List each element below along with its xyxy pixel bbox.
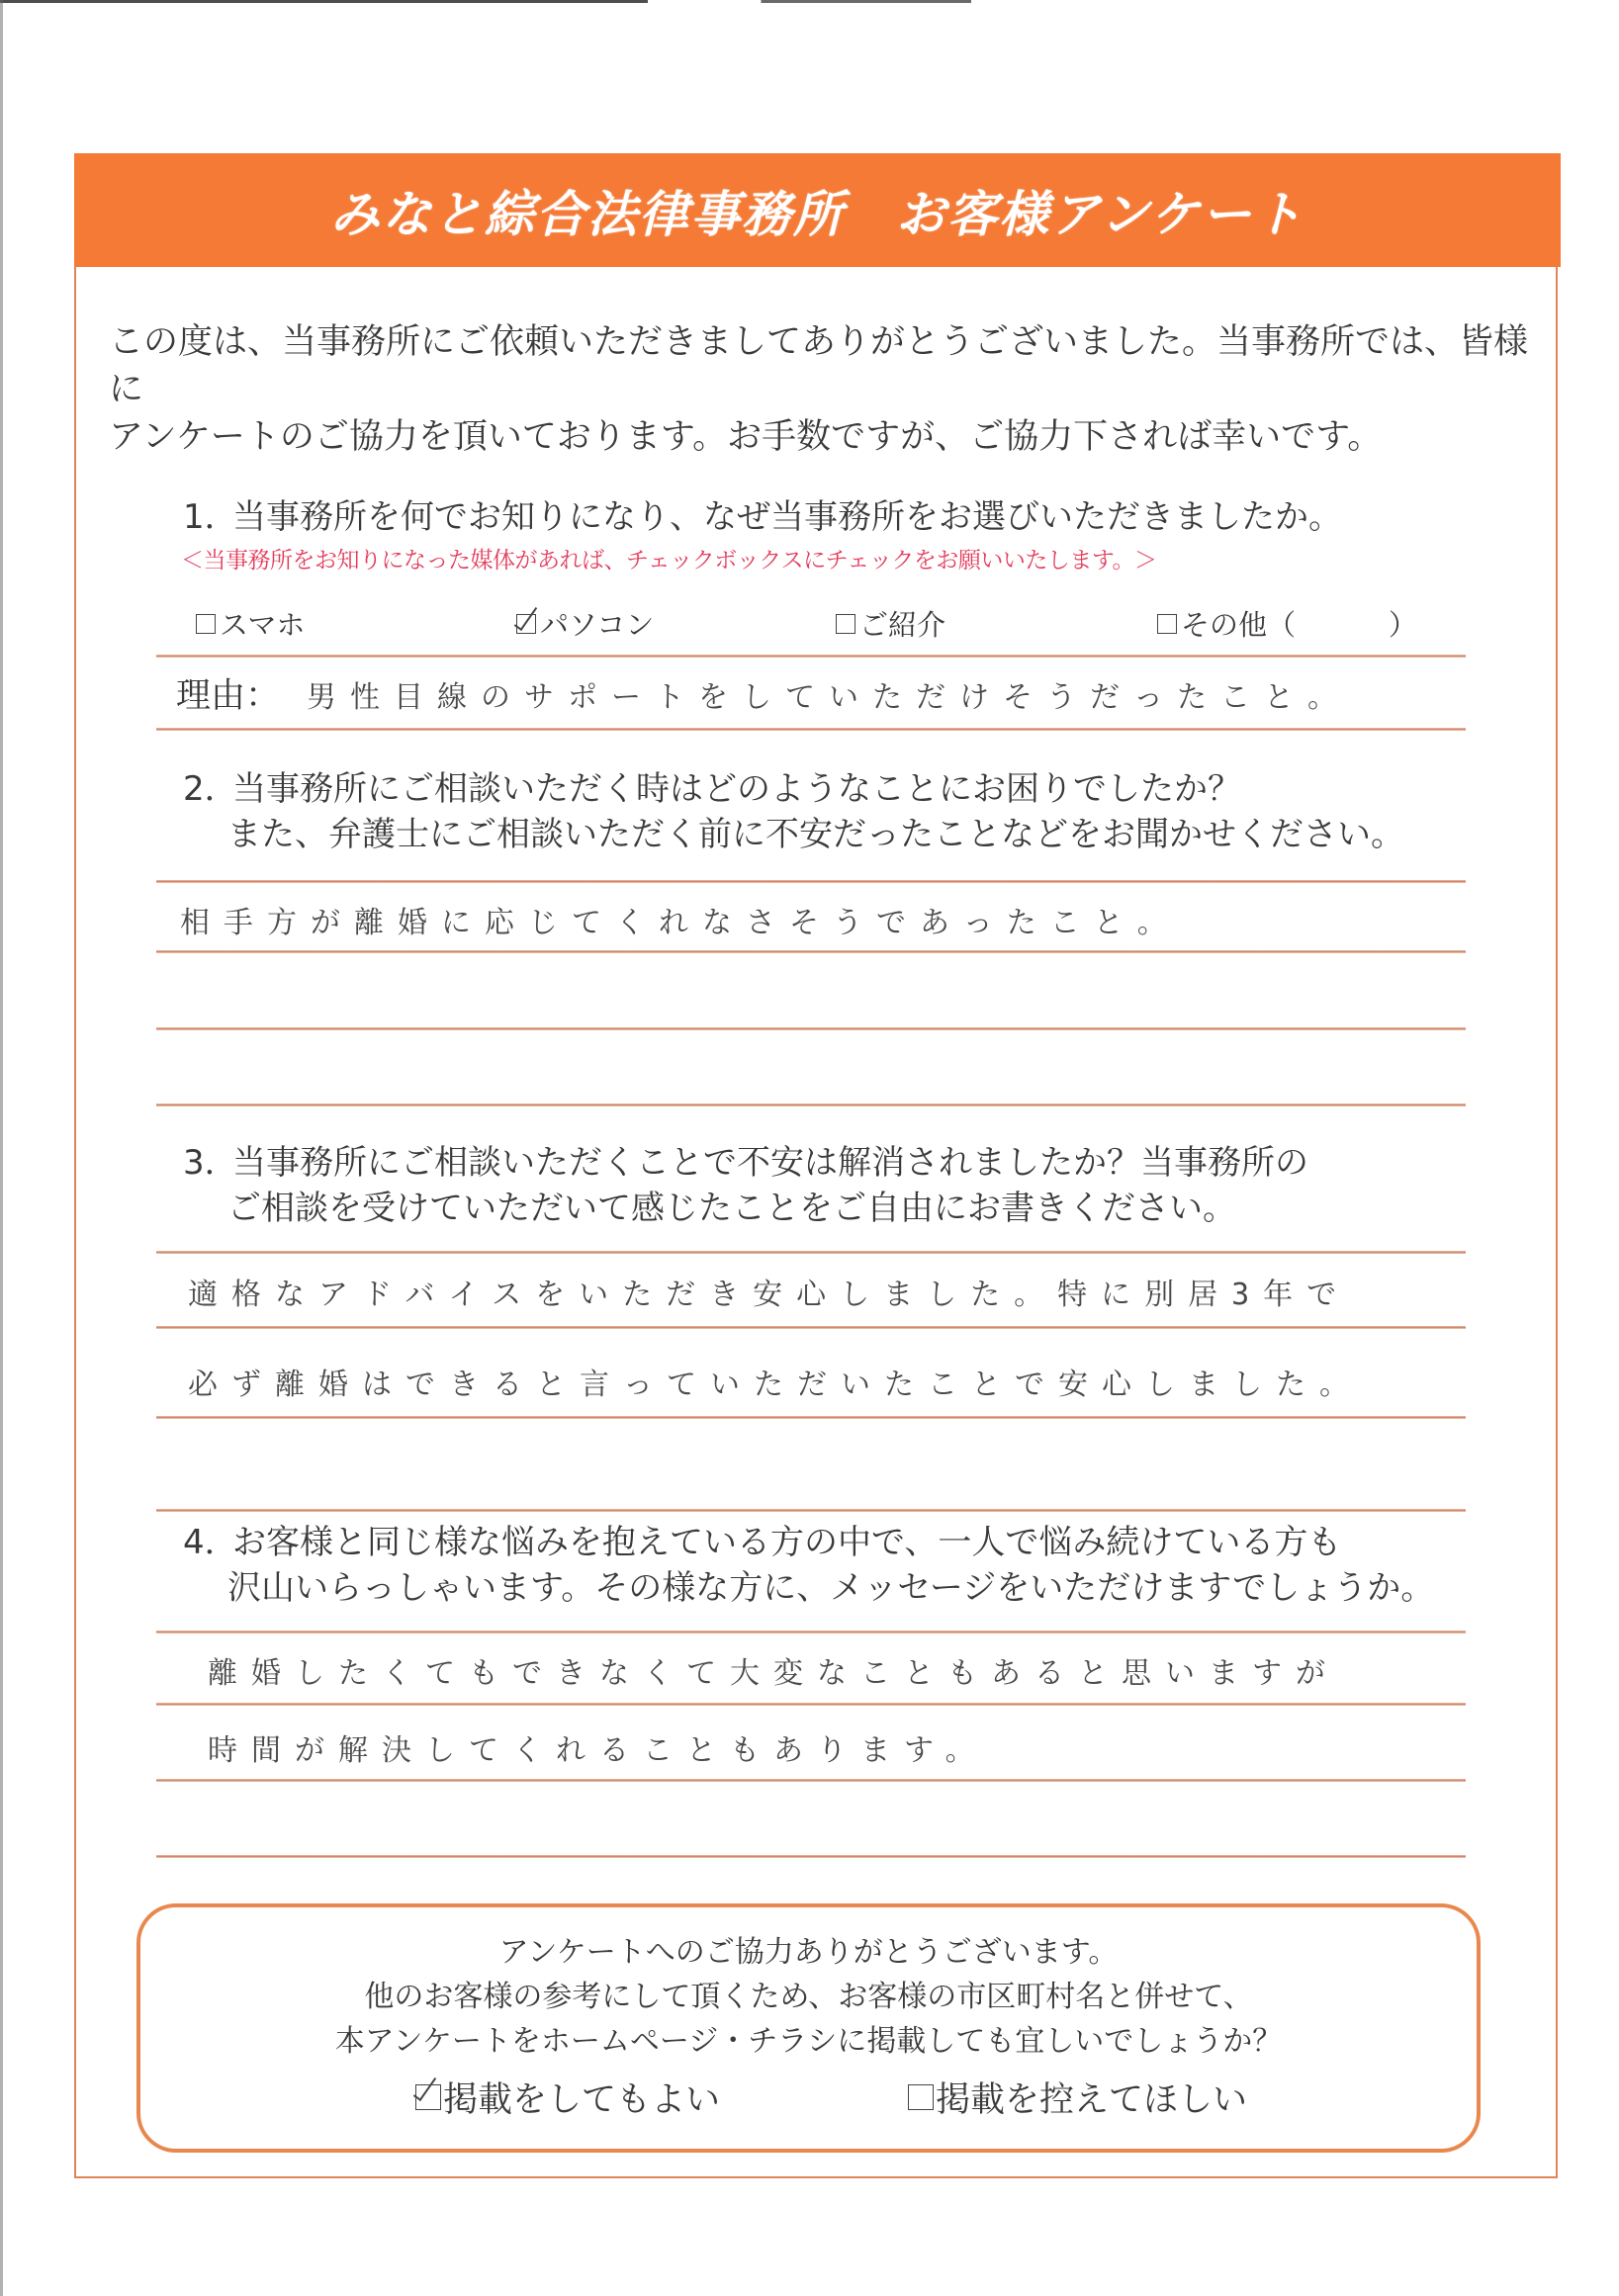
checkbox-decline-publication[interactable]: 掲載を控えてほしい bbox=[908, 2073, 1247, 2122]
question-3-answer-line-2[interactable]: 必ず離婚はできると言っていただいたことで安心しました。 bbox=[188, 1368, 1363, 1402]
question-3-number: 3． bbox=[183, 1143, 238, 1183]
checkbox-icon[interactable] bbox=[908, 2084, 934, 2110]
question-3-text-2: ご相談を受けていただいて感じたことをご自由にお書きください。 bbox=[227, 1189, 1236, 1228]
checkbox-checked-icon[interactable] bbox=[415, 2084, 441, 2110]
survey-title: みなと綜合法律事務所 お客様アンケート bbox=[330, 185, 1304, 243]
checkbox-icon[interactable] bbox=[196, 614, 216, 634]
question-4 bbox=[183, 1520, 1498, 1611]
question-2-text-1: 当事務所にご相談いただく時はどのようなことにお困りでしたか？ bbox=[232, 769, 1241, 809]
checkbox-icon[interactable] bbox=[1157, 614, 1177, 634]
checkbox-smartphone[interactable]: スマホ bbox=[196, 603, 305, 644]
question-3-answer-line-1[interactable]: 適格なアドバイスをいただき安心しました。特に別居3年で bbox=[188, 1278, 1351, 1312]
answer-line bbox=[156, 1855, 1466, 1858]
question-1 bbox=[183, 494, 1498, 540]
question-1-text: 当事務所を何でお知りになり、なぜ当事務所をお選びいただきましたか。 bbox=[232, 497, 1342, 537]
answer-line bbox=[156, 1027, 1466, 1030]
answer-line bbox=[156, 1104, 1466, 1106]
question-2-answer-line-1[interactable]: 相手方が離婚に応じてくれなさそうであったこと。 bbox=[180, 906, 1181, 940]
scan-edge-top bbox=[0, 0, 1619, 3]
question-4-text-2: 沢山いらっしゃいます。その様な方に、メッセージをいただけますでしょうか。 bbox=[227, 1568, 1435, 1608]
closing-line-2: 他のお客様の参考にして頂くため、お客様の市区町村名と併せて、 bbox=[364, 1980, 1253, 2014]
publication-consent-text bbox=[136, 1930, 1481, 2064]
question-1-number: 1． bbox=[183, 497, 238, 537]
question-1-note: ＜当事務所をお知りになった媒体があれば、チェックボックスにチェックをお願いいたします。＞ bbox=[181, 548, 1157, 574]
question-4-text-1: お客様と同じ様な悩みを抱えている方の中で、一人で悩み続けている方も bbox=[232, 1523, 1342, 1562]
answer-line bbox=[156, 728, 1466, 731]
intro-line-1: この度は、当事務所にご依頼いただきましてありがとうございました。当事務所では、皆様に bbox=[109, 322, 1529, 409]
question-3 bbox=[183, 1140, 1498, 1231]
answer-line bbox=[156, 950, 1466, 953]
answer-line bbox=[156, 655, 1466, 658]
question-4-answer-line-1[interactable]: 離婚したくてもできなくて大変なこともあると思いますが bbox=[208, 1656, 1339, 1691]
answer-line bbox=[156, 1509, 1466, 1512]
question-2 bbox=[183, 766, 1498, 857]
survey-header bbox=[74, 153, 1561, 267]
checkbox-checked-icon[interactable] bbox=[516, 614, 536, 634]
answer-line bbox=[156, 1631, 1466, 1634]
question-4-number: 4． bbox=[183, 1523, 238, 1562]
reason-label: 理由： bbox=[176, 676, 281, 716]
closing-line-1: アンケートへのご協力ありがとうございます。 bbox=[498, 1935, 1119, 1970]
checkbox-pc[interactable]: パソコン bbox=[516, 603, 654, 644]
answer-line bbox=[156, 1703, 1466, 1706]
answer-line bbox=[156, 1251, 1466, 1254]
scan-edge-left bbox=[0, 0, 3, 2296]
checkbox-icon[interactable] bbox=[836, 614, 855, 634]
question-1-answer[interactable]: 男性目線のサポートをしていただけそうだったこと。 bbox=[307, 680, 1351, 715]
answer-line bbox=[156, 1326, 1466, 1329]
answer-line bbox=[156, 1416, 1466, 1419]
question-2-number: 2． bbox=[183, 769, 238, 809]
checkbox-referral[interactable]: ご紹介 bbox=[836, 603, 945, 644]
checkbox-allow-publication[interactable]: 掲載をしてもよい bbox=[415, 2073, 720, 2122]
question-2-text-2: また、弁護士にご相談いただく前に不安だったことなどをお聞かせください。 bbox=[227, 815, 1404, 854]
checkbox-other[interactable]: その他（ ） bbox=[1157, 603, 1417, 644]
intro-line-2: アンケートのご協力を頂いております。お手数ですが、ご協力下されば幸いです。 bbox=[109, 417, 1383, 457]
intro-paragraph bbox=[109, 318, 1533, 461]
question-4-answer-line-2[interactable]: 時間が解決してくれることもあります。 bbox=[208, 1733, 989, 1768]
closing-line-3: 本アンケートをホームページ・チラシに掲載しても宜しいでしょうか？ bbox=[334, 2024, 1283, 2059]
question-3-text-1: 当事務所にご相談いただくことで不安は解消されましたか？当事務所の bbox=[232, 1143, 1308, 1183]
answer-line bbox=[156, 1779, 1466, 1782]
answer-line bbox=[156, 880, 1466, 883]
